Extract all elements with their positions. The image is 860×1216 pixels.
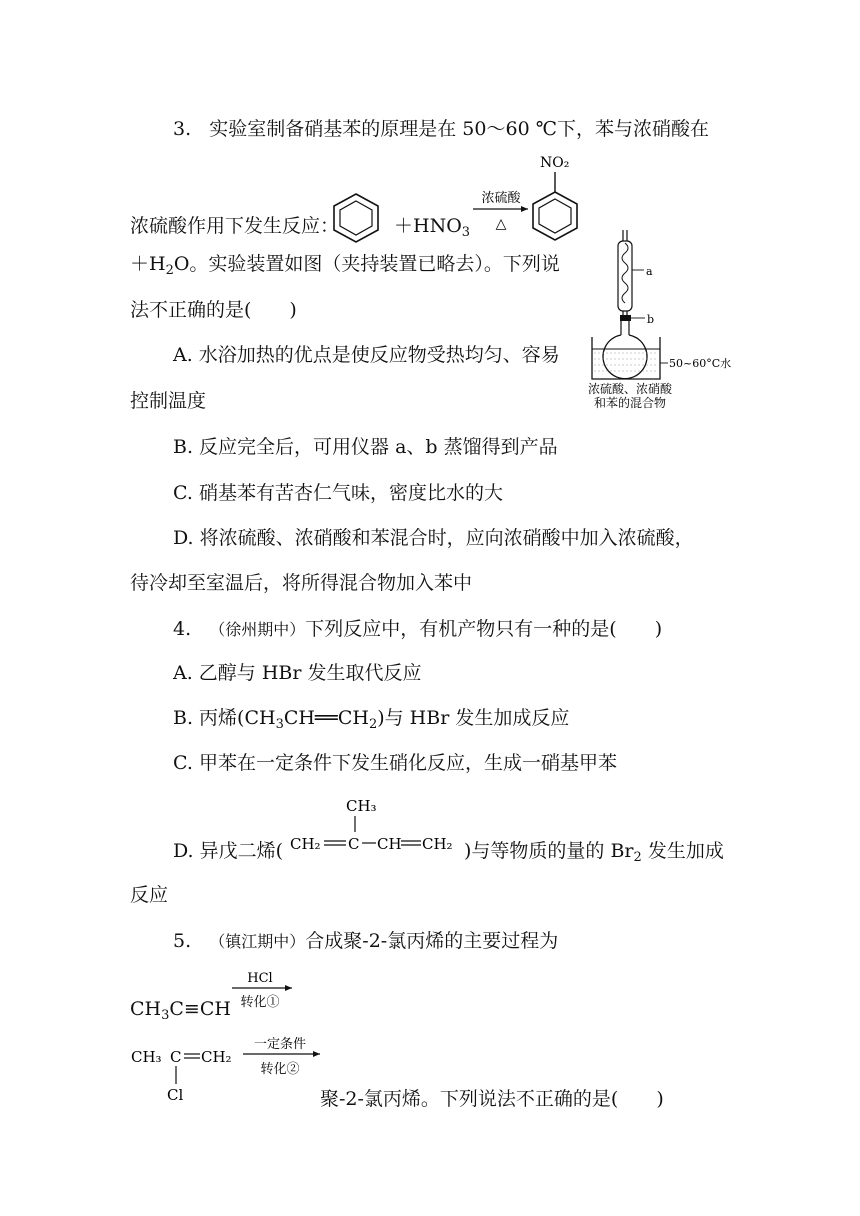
q5-source: （镇江期中）	[209, 932, 306, 951]
q4-option-b: B. 丙烯$(CH_3CH══CH_2)$与 HBr 发生加成反应	[173, 707, 570, 732]
arrow1-reagent: HCl	[247, 971, 273, 986]
q4-source: （徐州期中）	[209, 620, 306, 639]
q5-stem	[173, 928, 558, 955]
q3-stem-line2: 浓硫酸作用下发生反应：	[130, 215, 340, 237]
q4-option-d-cont: 反应	[130, 884, 169, 906]
label-water: 50~60°C水	[669, 357, 732, 370]
q4-option-d-pre: D. 异戊二烯(	[173, 840, 284, 862]
q5-start-compound: $CH_3C\equiv CH$	[130, 998, 231, 1023]
q3-stem-line4: 法不正确的是( )	[130, 299, 297, 321]
q4-number: 4.	[173, 618, 192, 640]
q4-question: 下列反应中，有机产物只有一种的是( )	[305, 618, 663, 640]
q4-option-a: A. 乙醇与 HBr 发生取代反应	[173, 662, 422, 684]
q5-product-line: 聚-2-氯丙烯。下列说法不正确的是( )	[320, 1088, 664, 1110]
mid-ch2: CH₂	[201, 1048, 232, 1066]
benzene-structure	[325, 190, 387, 246]
q3-option-a: A. 水浴加热的优点是使反应物受热均匀、容易	[173, 344, 560, 366]
q5-question: 合成聚-2-氯丙烯的主要过程为	[305, 930, 559, 952]
reaction-arrow	[470, 188, 532, 236]
arrow-condition-top: 浓硫酸	[481, 191, 521, 206]
q3-option-d-cont: 待冷却至室温后，将所得混合物加入苯中	[130, 572, 473, 594]
q3-stem-line1: 实验室制备硝基苯的原理是在 50～60 ℃下，苯与浓硝酸在	[209, 118, 709, 140]
chloropropene-structure	[130, 1038, 242, 1108]
q4-option-c: C. 甲苯在一定条件下发生硝化反应，生成一硝基甲苯	[173, 752, 617, 774]
label-b: b	[647, 313, 655, 326]
mid-cl: Cl	[167, 1086, 184, 1104]
q4-stem	[173, 616, 662, 643]
q3-option-a-cont: 控制温度	[130, 390, 207, 412]
q3-number: 3.	[173, 118, 192, 140]
arrow2-label: 转化②	[260, 1062, 300, 1077]
isoprene-ch2-left: CH₂	[290, 835, 321, 853]
nitro-group-label: NO₂	[540, 155, 570, 171]
q3-hno3: $+HNO_3$	[394, 215, 471, 240]
mid-ch3: CH₃	[131, 1048, 162, 1066]
isoprene-ch2-right: CH₂	[422, 835, 453, 853]
label-a: a	[646, 265, 653, 278]
caption-line2: 和苯的混合物	[594, 396, 667, 410]
mid-c: C	[170, 1048, 182, 1066]
q4-option-d-post: )与等物质的量的 $Br_2$ 发生加成	[464, 840, 724, 865]
q3-option-d: D. 将浓硫酸、浓硝酸和苯混合时，应向浓硝酸中加入浓硫酸，	[173, 527, 694, 549]
q5-number: 5.	[173, 930, 192, 952]
apparatus-figure	[580, 225, 740, 415]
isoprene-structure	[288, 792, 464, 862]
arrow-condition-bottom: △	[495, 216, 507, 232]
arrow-conversion-1	[228, 966, 298, 1016]
q3-line1	[173, 116, 709, 142]
q3-option-b: B. 反应完全后，可用仪器 a、b 蒸馏得到产品	[173, 436, 558, 458]
arrow1-label: 转化①	[240, 995, 280, 1010]
isoprene-c: C	[348, 835, 360, 853]
isoprene-ch: CH	[377, 835, 402, 853]
q3-option-c: C. 硝基苯有苦杏仁气味，密度比水的大	[173, 482, 503, 504]
q3-stem-line3: $+H_2O$。实验装置如图（夹持装置已略去）。下列说	[130, 253, 560, 278]
caption-line1: 浓硫酸、浓硝酸	[588, 382, 673, 396]
arrow-conversion-2	[240, 1033, 325, 1083]
isoprene-ch3: CH₃	[346, 797, 377, 815]
arrow2-condition: 一定条件	[253, 1037, 307, 1052]
